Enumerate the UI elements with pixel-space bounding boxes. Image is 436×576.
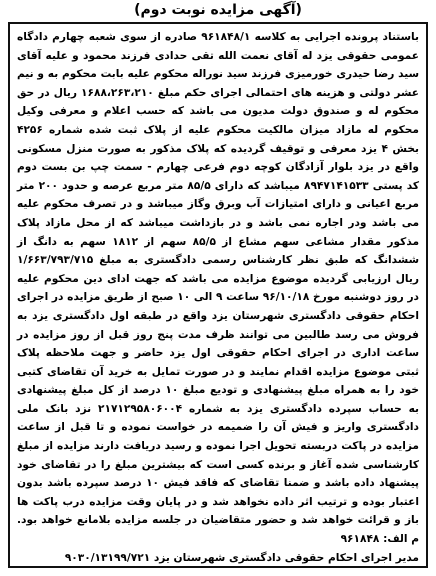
notice-title: (آگهی مزایده نوبت دوم) [134,2,302,18]
notice-body: باستناد پرونده اجرایی به کلاسه ۹۶۱۸۴۸/۱ صادره از سوی شعبه چهارم دادگاه عمومی حقوقی یزد له آقای نعمت الله تقی حدادی فرزند محمود و علیه آقای سید رضا حیدری خورمیزی فرزند سید نوراله محکوم علیه بابت محکوم به و نیم عشر دولتی و هزینه های احتمالی اجرای حکم مبلغ ۱۶۸۸،۲۶۳،۲۱۰ ریال در حق محکوم له و صندوق دولت مدیون می باشد که حسب اعلام و معرفی وکیل محکوم له مازاد میزان مالکیت محکوم علیه از پلاک ثبت شده شماره ۴۲۵۶ بخش ۴ یزد معرفی و توقیف گردیده که پلاک مذکور به صورت منزل مسکونی واقع در یزد بلوار آزادگان کوچه دوم فرعی چهارم - سمت چپ بن بست دوم کد پستی ۸۹۴۷۱۴۱۵۳۳ میباشد که دارای ۸۵/۵ متر مربع عرصه و حدود ۲۰۰ متر مربع اعیانی و دارای امتیازات آب وبرق وگاز میباشد و در تصرف محکوم علیه می باشد ودر اجاره نمی باشد و در بازداشت میباشد که از محل مازاد پلاک مذکور مقدار مشاعی سهم مشاع از ۸۵/۵ سهم از ۱۸۱۲ سهم به دانگ از ششدانگ که طبق نظر کارشناس رسمی دادگستری به مبلغ ۱/۶۶۳/۷۹۳/۷۱۵ ریال ارزیابی گردیده موضوع مزایده می باشد که جهت ادای دین محکوم علیه در روز دوشنبه مورخ ۹۶/۱۰/۱۸ ساعت ۹ الی ۱۰ صبح از طریق مزایده در اجرای احکام حقوقی دادگستری شهرستان یزد واقع در طبقه اول دادگستری یزد به فروش می رسد طالبین می توانند ظرف مدت پنج روز قبل از روز مزایده در ساعت اداری در اجرای احکام حقوقی اول یزد حاضر و جهت ملاحظه پلاک ثبتی موضوع مزایده اقدام نمایند و در صورت تمایل به خرید آن تقاضای کتبی خود را به همراه مبلغ پیشنهادی و تودیع مبلغ ۱۰ درصد از کل مبلغ پیشنهادی به حساب سپرده دادگستری یزد به شماره ۲۱۷۱۲۹۵۸۰۶۰۰۴ نزد بانک ملی دادگستری واریز و فیش آن را ضمیمه در خواست نموده و تا قبل از ساعت مزایده در پاکت دربسته تحویل اجرا نموده و رسید دریافت دارند مزایده از مبلغ کارشناسی شده آغاز و برنده کسی است که بیشترین مبلغ را در تقاضای خود پیشنهاد داده باشد و ضمنا تقاضای که فاقد فیش ۱۰ درصد سپرده باشد بدون اعتبار بوده و ترتیب اثر داده نخواهد شد و در پایان وقت مزایده درب پاکت ها باز و قرائت خواهد شد و حضور متقاضیان در جلسه مزایده بلامانع خواهد بود. م الف: ۹۶۱۸۴۸ [17,31,420,546]
notice-signature: مدیر اجرای احکام حقوقی دادگستری شهرستان یزد ۹۰۳۰/۱۳۱۹۹/۷۲۱ [64,551,419,564]
notice-box [8,22,428,568]
